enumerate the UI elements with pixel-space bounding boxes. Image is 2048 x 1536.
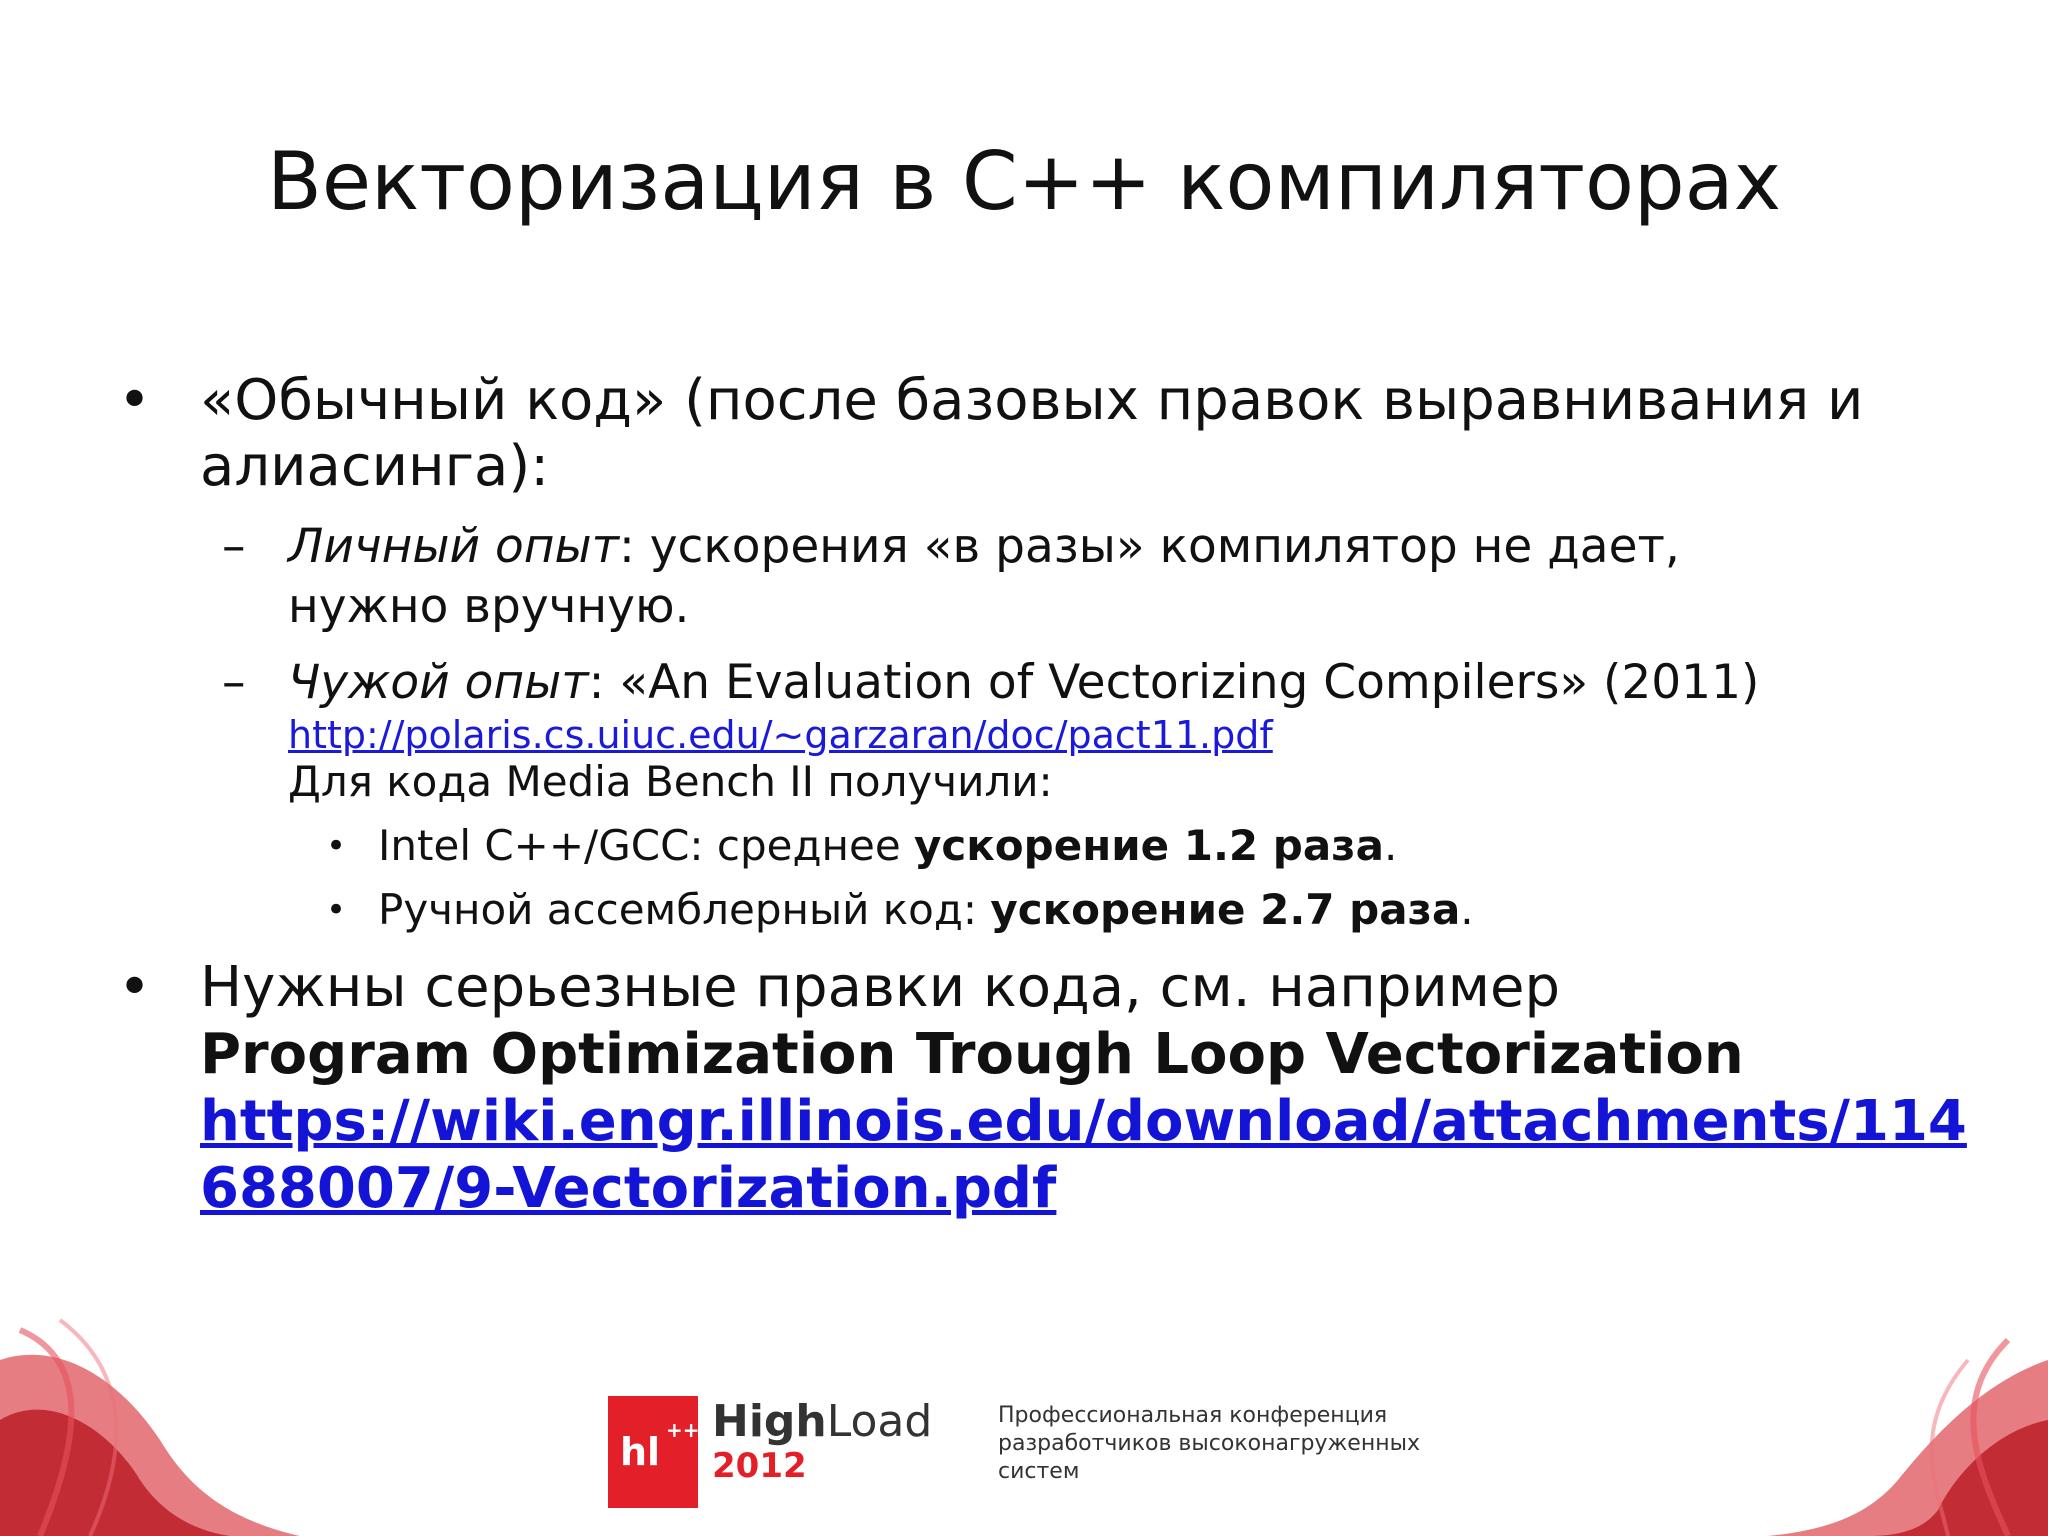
decor-swirl-right bbox=[1748, 1320, 2048, 1536]
bullet-icon: • bbox=[118, 368, 152, 433]
dash-icon: – bbox=[222, 519, 246, 574]
sub1-text: : ускорения «в разы» компилятор не дает, bbox=[618, 519, 1680, 574]
sub1-line1 bbox=[288, 518, 1680, 576]
brand-name bbox=[712, 1396, 932, 1447]
sub2-note: Для кода Media Bench II получили: bbox=[288, 757, 1053, 806]
vectorization-link-cont[interactable]: 688007/9-Vectorization.pdf bbox=[200, 1156, 1057, 1221]
item1-suffix: . bbox=[1383, 821, 1398, 870]
sub2-item-1 bbox=[378, 818, 1397, 874]
decor-swirl-left bbox=[0, 1300, 300, 1536]
tagline-line1: Профессиональная конференция bbox=[998, 1403, 1388, 1428]
conference-tagline bbox=[998, 1402, 1458, 1486]
bullet2-link-line1 bbox=[200, 1089, 1967, 1155]
bullet1-line2: алиасинга): bbox=[200, 434, 550, 499]
brand-bold: High bbox=[712, 1396, 827, 1447]
sub2-label: Чужой опыт bbox=[288, 655, 589, 710]
slide-title: Векторизация в С++ компиляторах bbox=[266, 135, 1782, 228]
bullet2-bold-title: Program Optimization Trough Loop Vectorization bbox=[200, 1022, 1744, 1087]
sub2-link-line bbox=[288, 710, 1273, 758]
item2-suffix: . bbox=[1460, 885, 1474, 934]
sub1-line2: нужно вручную. bbox=[288, 579, 690, 634]
tagline-line3: систем bbox=[998, 1459, 1080, 1484]
logo-plusplus: ++ bbox=[666, 1418, 700, 1442]
item2-bold: ускорение 2.7 раза bbox=[990, 885, 1461, 934]
bullet-icon: • bbox=[326, 890, 347, 930]
vectorization-link[interactable]: https://wiki.engr.illinois.edu/download/attachments/114 bbox=[200, 1089, 1967, 1154]
logo-hl: hl bbox=[620, 1430, 661, 1474]
bullet1-line1: «Обычный код» (после базовых правок выравнивания и bbox=[200, 368, 1864, 433]
highload-logo bbox=[608, 1396, 698, 1508]
tagline-line2: разработчиков высоконагруженных bbox=[998, 1431, 1420, 1456]
brand-rest: Load bbox=[826, 1396, 933, 1447]
sub1-label: Личный опыт bbox=[288, 519, 619, 574]
bullet2-link-line2 bbox=[200, 1156, 1056, 1222]
item1-bold: ускорение 1.2 раза bbox=[914, 821, 1384, 870]
sub2-text: : «An Evaluation of Vectorizing Compilers» (2011) bbox=[588, 655, 1760, 710]
bullet2-line1: Нужны серьезные правки кода, см. например bbox=[200, 955, 1561, 1020]
brand-year: 2012 bbox=[712, 1446, 807, 1486]
sub2-item-2 bbox=[378, 882, 1474, 938]
bullet-icon: • bbox=[326, 826, 347, 866]
pact11-link[interactable]: http://polaris.cs.uiuc.edu/~garzaran/doc/pact11.pdf bbox=[288, 713, 1273, 757]
bullet-icon: • bbox=[118, 955, 152, 1020]
item1-prefix: Intel C++/GCC: среднее bbox=[378, 821, 915, 870]
item2-prefix: Ручной ассемблерный код: bbox=[378, 885, 991, 934]
dash-icon: – bbox=[222, 655, 246, 710]
sub2-line1 bbox=[288, 654, 1759, 712]
